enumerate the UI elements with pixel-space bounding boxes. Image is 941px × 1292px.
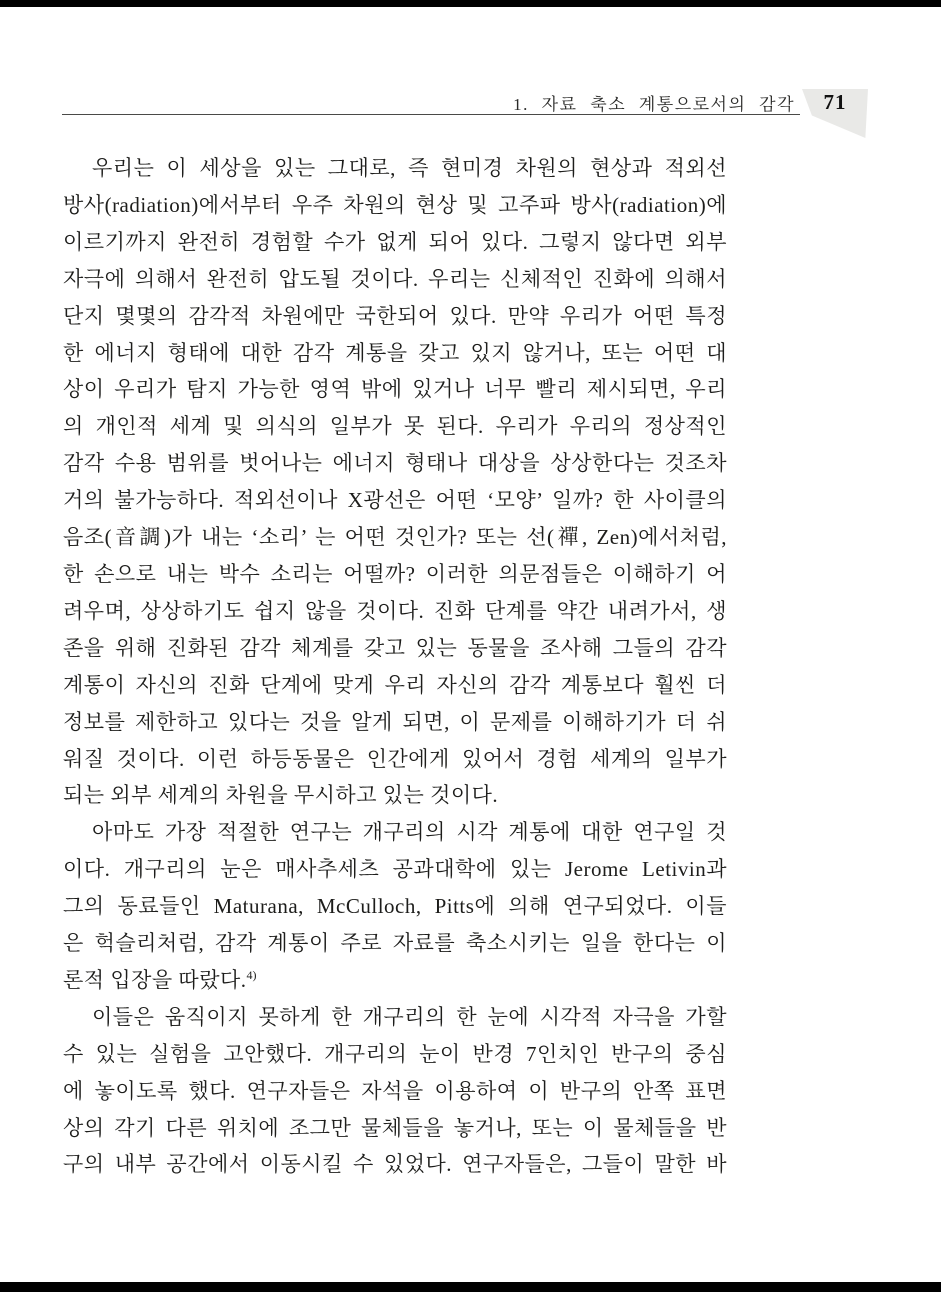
text-line: 존을 위해 진화된 감각 체계를 갖고 있는 동물을 조사해 그들의 감각: [63, 635, 727, 660]
text-line: 은 헉슬리처럼, 감각 계통이 주로 자료를 축소시키는 일을 한다는 이: [63, 931, 727, 956]
text-line: 아마도 가장 적절한 연구는 개구리의 시각 계통에 대한 연구일 것: [92, 820, 727, 845]
text-line: 의 개인적 세계 및 의식의 일부가 못 된다. 우리가 우리의 정상적인: [63, 414, 727, 439]
footnote-marker: 4): [246, 967, 257, 982]
scan-edge-top: [0, 0, 941, 7]
paragraph: [63, 150, 727, 814]
text-line: 그의 동료들인 Maturana, McCulloch, Pitts에 의해 연구되었다. 이들: [63, 894, 727, 919]
text-line: 론적 입장을 따랐다.$^{4)}$: [63, 967, 257, 992]
text-line: 되는 외부 세계의 차원을 무시하고 있는 것이다.: [63, 783, 499, 808]
text-line: 계통이 자신의 진화 단계에 맞게 우리 자신의 감각 계통보다 훨씬 더: [63, 672, 727, 697]
text-line: 상의 각기 다른 위치에 조그만 물체들을 놓거나, 또는 이 물체들을 반: [63, 1115, 727, 1140]
text-line: 음조(音調)가 내는 ‘소리’ 는 어떤 것인가? 또는 선(禪, Zen)에서처럼,: [63, 525, 727, 550]
scan-edge-bottom: [0, 1282, 941, 1292]
text-line: 정보를 제한하고 있다는 것을 알게 되면, 이 문제를 이해하기가 더 쉬: [63, 709, 727, 734]
text-line: 이르기까지 완전히 경험할 수가 없게 되어 있다. 그렇지 않다면 외부: [63, 229, 727, 254]
text-line: 에 놓이도록 했다. 연구자들은 자석을 이용하여 이 반구의 안쪽 표면: [63, 1078, 727, 1103]
text-line: 한 손으로 내는 박수 소리는 어떨까? 이러한 의문점들은 이해하기 어: [63, 561, 727, 586]
text-line: 감각 수용 범위를 벗어나는 에너지 형태나 대상을 상상한다는 것조차: [63, 451, 727, 476]
text-line: 거의 불가능하다. 적외선이나 X광선은 어떤 ‘모양’ 일까? 한 사이클의: [63, 488, 727, 513]
text-line: 려우며, 상상하기도 쉽지 않을 것이다. 진화 단계를 약간 내려가서, 생: [63, 598, 727, 623]
text-line: 워질 것이다. 이런 하등동물은 인간에게 있어서 경험 세계의 일부가: [63, 746, 727, 771]
text-line: 우리는 이 세상을 있는 그대로, 즉 현미경 차원의 현상과 적외선: [92, 156, 727, 180]
text-line: 수 있는 실험을 고안했다. 개구리의 눈이 반경 7인치인 반구의 중심: [63, 1041, 727, 1066]
paragraph: [63, 999, 727, 1184]
text-line: 상이 우리가 탐지 가능한 영역 밖에 있거나 너무 빨리 제시되면, 우리: [63, 377, 727, 402]
header-rule: [62, 114, 800, 115]
text-line: 자극에 의해서 완전히 압도될 것이다. 우리는 신체적인 진화에 의해서: [63, 266, 727, 291]
text-line: 이들은 움직이지 못하게 한 개구리의 한 눈에 시각적 자극을 가할: [92, 1004, 727, 1029]
text-line: 구의 내부 공간에서 이동시킬 수 있었다. 연구자들은, 그들이 말한 바: [63, 1152, 727, 1177]
body-text-column: [63, 150, 727, 1183]
text-line: 방사(radiation)에서부터 우주 차원의 현상 및 고주파 방사(radiation)에: [63, 192, 727, 217]
text-line: 이다. 개구리의 눈은 매사추세츠 공과대학에 있는 Jerome Letivin과: [63, 857, 727, 882]
running-header-title: 1. 자료 축소 계통으로서의 감각: [513, 95, 795, 114]
paragraph: [63, 814, 727, 999]
page-number: 71: [823, 90, 847, 114]
text-line: 단지 몇몇의 감각적 차원에만 국한되어 있다. 만약 우리가 어떤 특정: [63, 303, 727, 328]
text-line: 한 에너지 형태에 대한 감각 계통을 갖고 있지 않거나, 또는 어떤 대: [63, 340, 727, 365]
